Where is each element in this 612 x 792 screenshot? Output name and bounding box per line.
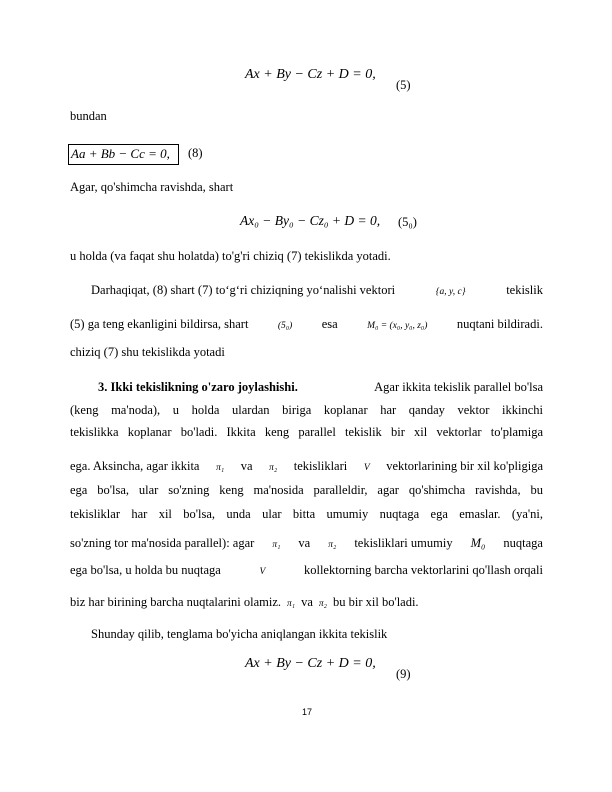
section-heading: 3. Ikki tekislikning o'zaro joylashishi. <box>98 380 298 394</box>
paragraph-darhaqiqat-line1 <box>91 283 543 298</box>
page-number: 17 <box>302 707 313 717</box>
word-va-1: va <box>240 459 253 473</box>
section-line9 <box>70 595 419 610</box>
text-bundan: bundan <box>70 109 107 123</box>
section-line7 <box>70 536 543 551</box>
equation-5-number: (5) <box>396 78 411 92</box>
point-m0-2: M₀ <box>470 536 486 550</box>
equation-8-number: (8) <box>188 146 203 160</box>
section-line4-b: tekisliklari <box>293 459 348 473</box>
text-esa: esa <box>321 317 338 331</box>
vector-set-v: V <box>363 463 370 473</box>
equation-9-number: (9) <box>396 667 411 681</box>
equation-8-box: Aa + Bb − Cc = 0, <box>68 144 179 165</box>
section-line4-c: vektorlarining bir xil ko'pligiga <box>386 459 543 473</box>
plane-pi1: π₁ <box>216 463 225 473</box>
plane-pi1-2: π₁ <box>272 540 281 550</box>
section-line3: tekislikka koplanar bo'ladi. Ikkita keng parallel tekislik bir xil vektorlar to'plamiga <box>70 425 543 439</box>
section-line6: tekisliklar har xil bo'lsa, unda ular bitta umumiy nuqtaga ega emaslar. (ya'ni, <box>70 507 543 521</box>
text-shunday: Shunday qilib, tenglama bo'yicha aniqlangan ikkita tekislik <box>91 627 388 641</box>
section-line9-b: bu bir xil bo'ladi. <box>332 595 419 609</box>
section-line7-b: tekisliklari umumiy <box>354 536 453 550</box>
section-line4-a: ega. Aksincha, agar ikkita <box>70 459 200 473</box>
text-nuqtani: nuqtani bildiradi. <box>456 317 543 331</box>
plane-pi2: π₂ <box>269 463 278 473</box>
text-chiziq-yotadi: chiziq (7) shu tekislikda yotadi <box>70 345 225 359</box>
vector-set-v-2: V <box>259 567 266 577</box>
text-teng-ekanligini: (5) ga teng ekanligini bildirsa, shart <box>70 317 249 331</box>
section-line1 <box>98 380 543 395</box>
text-tekislik: tekislik <box>506 283 543 297</box>
word-va-2: va <box>298 536 311 550</box>
plane-pi2-3: π₂ <box>318 599 327 609</box>
point-m0: M₀ = (x₀, y₀, z₀) <box>367 321 428 331</box>
text-darhaqiqat: Darhaqiqat, (8) shart (7) to‘g‘ri chiziqning yo‘nalishi vektori <box>91 283 396 297</box>
text-u-holda: u holda (va faqat shu holatda) to'g'ri chiziq (7) tekislikda yotadi. <box>70 249 391 263</box>
section-line8-a: ega bo'lsa, u holda bu nuqtaga <box>70 563 221 577</box>
section-line9-a: biz har birining barcha nuqtalarini olamiz. <box>70 595 282 609</box>
section-line8 <box>70 563 543 578</box>
equation-5: Ax + By − Cz + D = 0, <box>245 67 376 82</box>
equation-9: Ax + By − Cz + D = 0, <box>245 656 376 671</box>
equation-5-0-number: (5₀) <box>398 215 417 229</box>
section-line4 <box>70 459 543 474</box>
section-line5: ega bo'lsa, ular so'zning keng ma'nosida paralleldir, agar qo'shimcha ravishda, bu <box>70 483 543 497</box>
word-va-3: va <box>301 595 313 609</box>
plane-pi1-3: π₁ <box>287 599 296 609</box>
plane-pi2-2: π₂ <box>328 540 337 550</box>
section-line8-b: kollektorning barcha vektorlarini qo'llash orqali <box>303 563 543 577</box>
condition-5-0: (5₀) <box>277 321 293 331</box>
section-line2: (keng ma'noda), u holda ulardan biriga koplanar har qanday vektor ikkinchi <box>70 403 543 417</box>
paragraph-darhaqiqat-line2 <box>70 317 543 332</box>
direction-vector: {a, y, c} <box>435 287 466 297</box>
text-agar-shart: Agar, qo'shimcha ravishda, shart <box>70 180 234 194</box>
section-line1-text: Agar ikkita tekislik parallel bo'lsa <box>374 380 543 394</box>
section-line7-a: so'zning tor ma'nosida parallel): agar <box>70 536 255 550</box>
equation-5-0: Ax₀ − By₀ − Cz₀ + D = 0, <box>240 213 381 228</box>
section-line7-c: nuqtaga <box>503 536 543 550</box>
